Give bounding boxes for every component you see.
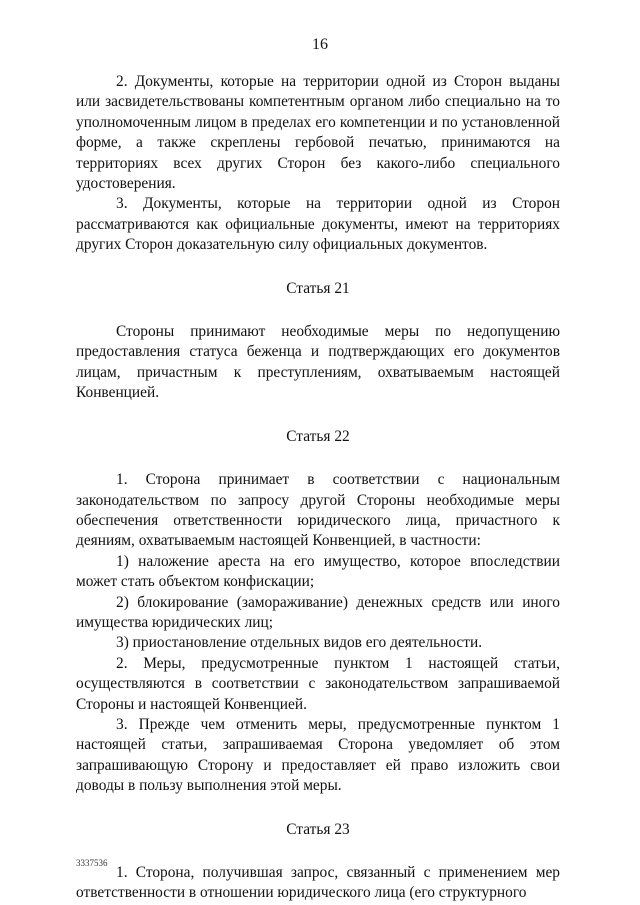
document-code: 3337536 [76, 858, 108, 868]
paragraph-art23-item1: 1. Сторона, получившая запрос, связанный с применением мер ответственности в отношении юридического лица (его структурного [76, 864, 560, 902]
paragraph-art20-item3: 3. Документы, которые на территории одной из Сторон рассматриваются как официальные документы, имеют на территориях других Сторон доказательную силу официальных документов. [76, 195, 560, 254]
paragraph-art22-subitem2: 2) блокирование (замораживание) денежных средств или иного имущества юридических лиц; [76, 593, 560, 631]
document-body [76, 72, 560, 904]
paragraph-art22-subitem1: 1) наложение ареста на его имущество, которое впоследствии может стать объектом конфискации; [76, 552, 560, 591]
paragraph-art22-item1: 1. Сторона принимает в соответствии с национальным законодательством по запросу другой Стороны необходимые меры обеспечения ответственности юридического лица, причастного к деяниям, охватываемым настоящей Конвенцией, в частности: [76, 471, 560, 550]
page-number: 16 [312, 36, 328, 53]
paragraph-art20-item2: 2. Документы, которые на территории одной из Сторон выданы или засвидетельствованы компетентным органом либо специально на то уполномоченным лицом в пределах его компетенции и по установленной форме, а также скреплены гербовой печатью, принимаются на территориях всех других Сторон без какого-либо специального удостоверения. [76, 73, 560, 193]
paragraph-art22-item2: 2. Меры, предусмотренные пунктом 1 настоящей статьи, осуществляются в соответствии с законодательством запрашиваемой Стороны и настоящей Конвенцией. [76, 654, 560, 713]
heading-article-23: Статья 23 [286, 820, 350, 838]
paragraph-art22-subitem3: 3) приостановление отдельных видов его деятельности. [116, 634, 483, 652]
heading-article-22: Статья 22 [286, 427, 350, 445]
heading-article-21: Статья 21 [286, 279, 350, 297]
paragraph-art21: Стороны принимают необходимые меры по недопущению предоставления статуса беженца и подтверждающих его документов лицам, причастным к преступлениям, охватываемым настоящей Конвенцией. [76, 323, 560, 402]
paragraph-art22-item3: 3. Прежде чем отменить меры, предусмотренные пунктом 1 настоящей статьи, запрашиваемая Сторона уведомляет об этом запрашивающую Сторону и предоставляет ей право изложить свои доводы в пользу выполнения этой меры. [76, 715, 560, 795]
